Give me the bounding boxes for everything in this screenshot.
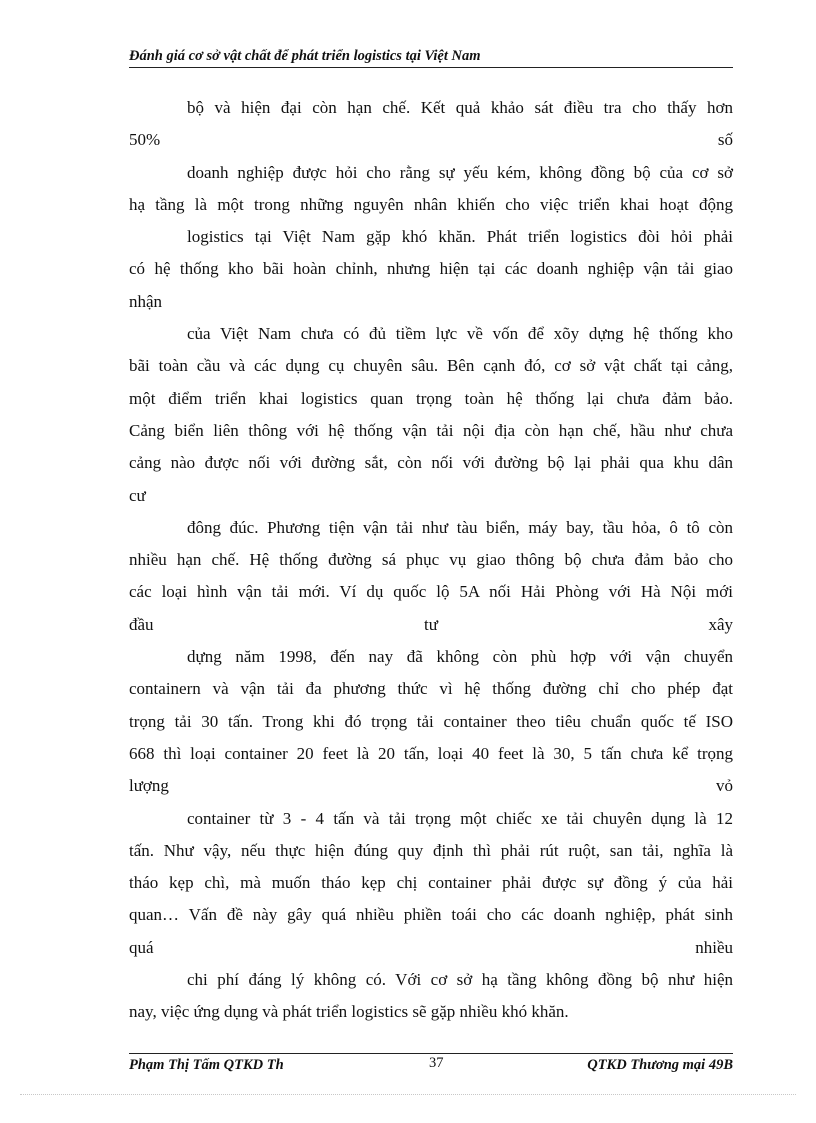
text-line: có hệ thống kho bãi hoàn chỉnh, nhưng hiện tại các doanh nghiệp vận tải giao (129, 259, 733, 279)
text-line: tháo kẹp chì, mà muốn tháo kẹp chị container phải được sự đồng ý của hải (129, 873, 733, 893)
text-line: trọng tải 30 tấn. Trong khi đó trọng tải container theo tiêu chuẩn quốc tế ISO (129, 711, 733, 731)
page-footer (129, 1053, 733, 1074)
text-line: lượng vỏ (129, 776, 733, 796)
text-line: container từ 3 - 4 tấn và tải trọng một chiếc xe tải chuyên dụng là 12 (187, 808, 733, 828)
page-bottom-divider (20, 1094, 796, 1095)
text-line: 50% số (129, 130, 733, 150)
text-line: của Việt Nam chưa có đủ tiềm lực về vốn để xõy dựng hệ thống kho (187, 324, 733, 344)
header-title: Đánh giá cơ sở vật chất để phát triển logistics tại Việt Nam (129, 48, 481, 64)
text-line: nhiều hạn chế. Hệ thống đường sá phục vụ giao thông bộ chưa đảm bảo cho (129, 550, 733, 570)
page-header (129, 48, 733, 68)
text-line: chi phí đáng lý không có. Với cơ sở hạ tầng không đồng bộ như hiện (187, 970, 733, 990)
text-line: cảng nào được nối với đường sắt, còn nối với đường bộ lại phải qua khu dân (129, 453, 733, 473)
footer-author: Phạm Thị Tấm QTKD Th (129, 1057, 284, 1073)
text-line: hạ tầng là một trong những nguyên nhân khiến cho việc triển khai hoạt động (129, 194, 733, 214)
text-line: doanh nghiệp được hỏi cho rằng sự yếu kém, không đồng bộ của cơ sở (187, 162, 733, 182)
text-line: bãi toàn cầu và các dụng cụ chuyên sâu. Bên cạnh đó, cơ sở vật chất tại cảng, (129, 356, 733, 376)
footer-course: QTKD Thương mại 49B (587, 1057, 733, 1073)
text-line: nay, việc ứng dụng và phát triển logistics sẽ gặp nhiều khó khăn. (129, 1002, 569, 1022)
text-line: Cảng biển liên thông với hệ thống vận tải nội địa còn hạn chế, hầu như chưa (129, 420, 733, 440)
text-line: đông đúc. Phương tiện vận tải như tàu biển, máy bay, tầu hỏa, ô tô còn (187, 517, 733, 537)
text-line: dựng năm 1998, đến nay đã không còn phù hợp với vận chuyển (187, 647, 733, 667)
text-line: cư (129, 485, 146, 505)
page-number: 37 (429, 1055, 444, 1071)
text-line: containern và vận tải đa phương thức vì hệ thống đường chỉ cho phép đạt (129, 679, 733, 699)
text-line: nhận (129, 291, 163, 311)
text-line: quan… Vấn đề này gây quá nhiều phiền toái cho các doanh nghiệp, phát sinh (129, 905, 733, 925)
text-line: bộ và hiện đại còn hạn chế. Kết quả khảo sát điều tra cho thấy hơn (187, 98, 733, 117)
text-line: tấn. Như vậy, nếu thực hiện đúng quy định thì phải rút ruột, san tải, nghĩa là (129, 840, 733, 860)
text-line: quá nhiều (129, 937, 733, 957)
body-text (129, 92, 733, 1029)
text-line: logistics tại Việt Nam gặp khó khăn. Phát triển logistics đòi hỏi phải (187, 227, 733, 247)
text-line: 668 thì loại container 20 feet là 20 tấn, loại 40 feet là 30, 5 tấn chưa kể trọng (129, 743, 733, 763)
text-line: đầu tư xây (129, 614, 733, 634)
text-line: các loại hình vận tải mới. Ví dụ quốc lộ 5A nối Hải Phòng với Hà Nội mới (129, 582, 733, 602)
text-line: một điểm triển khai logistics quan trọng toàn hệ thống lại chưa đảm bảo. (129, 388, 733, 408)
